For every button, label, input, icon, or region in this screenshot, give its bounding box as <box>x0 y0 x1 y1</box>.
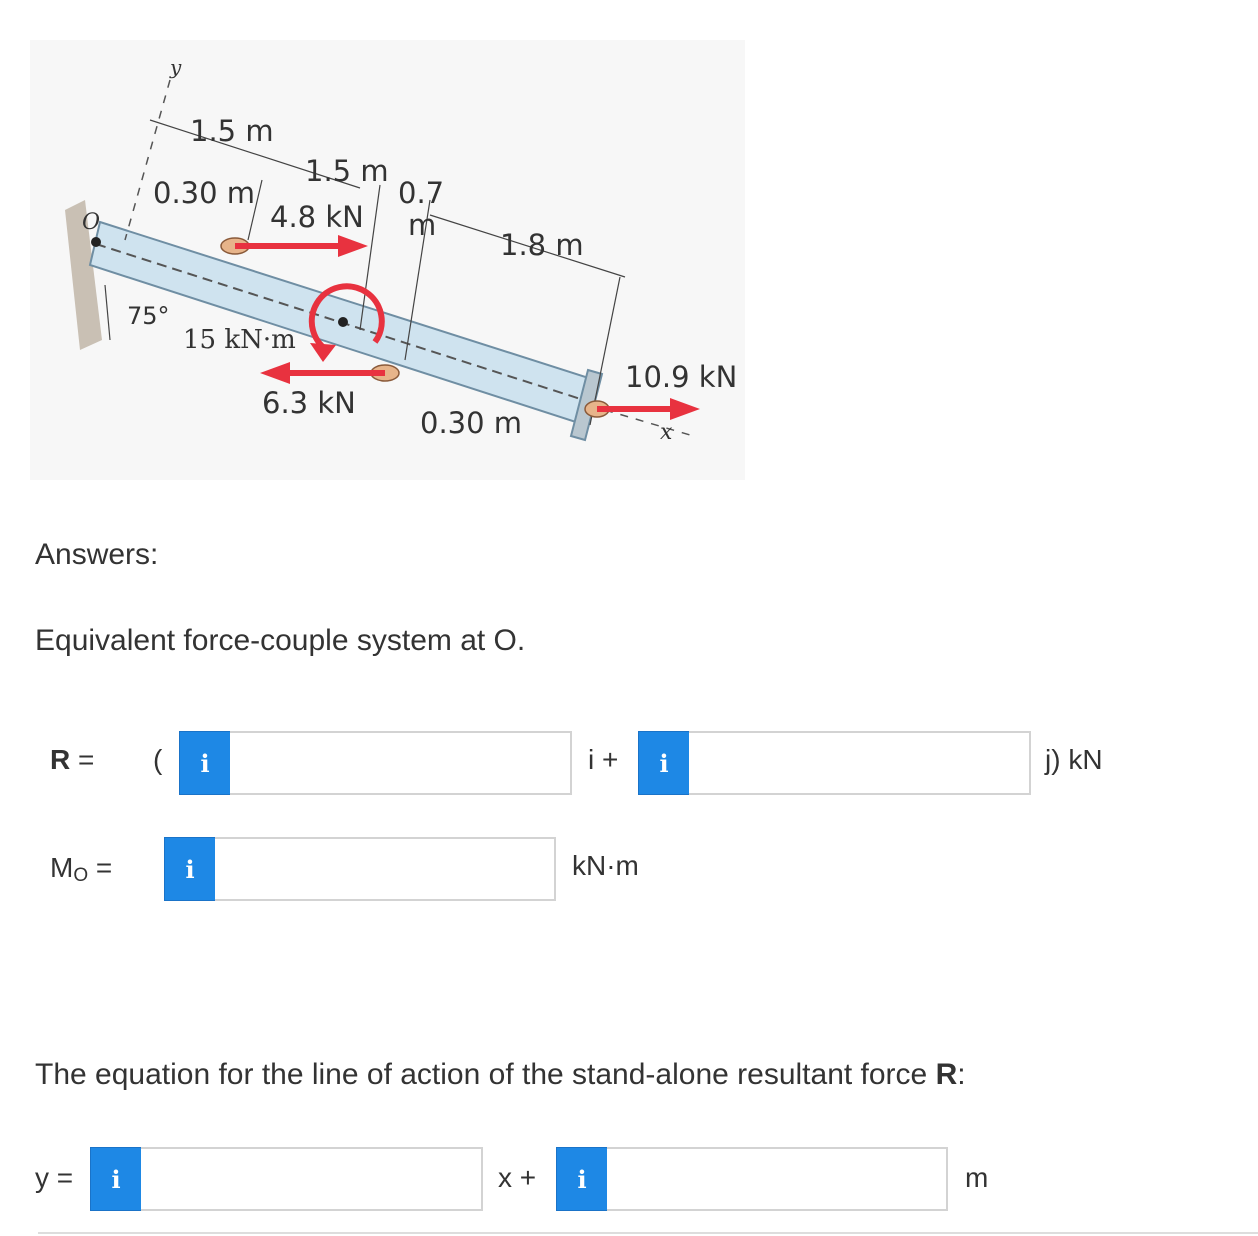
bottom-divider <box>38 1232 1258 1234</box>
mo-unit-label: kN·m <box>572 850 639 881</box>
dim-0-7-value: 0.7 <box>398 176 445 210</box>
force-10-9-label: 10.9 kN <box>625 360 738 394</box>
x-plus-label: x + <box>498 1162 537 1193</box>
info-icon[interactable]: i <box>90 1147 142 1211</box>
couple-center-point <box>338 317 348 327</box>
section1-heading: Equivalent force-couple system at O. <box>35 624 526 657</box>
force-6-3-label: 6.3 kN <box>262 386 356 420</box>
dim-1-8: 1.8 m <box>500 228 584 262</box>
rx-input[interactable] <box>230 731 572 795</box>
r-symbol: R <box>50 744 71 775</box>
r-label <box>50 744 94 776</box>
info-icon[interactable]: i <box>556 1147 608 1211</box>
r-equals: = <box>78 744 95 775</box>
intercept-input[interactable] <box>607 1147 948 1211</box>
mo-input[interactable] <box>215 837 556 901</box>
ry-input[interactable] <box>689 731 1031 795</box>
dim-0-7-unit: m <box>408 208 437 242</box>
mo-label <box>50 852 112 884</box>
open-paren: ( <box>153 744 163 775</box>
section2-heading-text: The equation for the line of action of the stand-alone resultant force <box>35 1058 936 1091</box>
couple-label: 15 kN·m <box>183 325 296 355</box>
dim-0-30-top: 0.30 m <box>153 176 256 210</box>
i-plus-label: i + <box>588 744 619 775</box>
info-icon[interactable]: i <box>179 731 231 795</box>
mo-symbol: M <box>50 852 74 883</box>
line-unit-label: m <box>965 1162 989 1193</box>
force-4-8-label: 4.8 kN <box>270 200 364 234</box>
beam-diagram <box>30 40 745 480</box>
mo-subscript: O <box>73 865 89 886</box>
j-kn-label: j) kN <box>1045 744 1103 775</box>
dim-1-5-first: 1.5 m <box>190 114 274 148</box>
info-icon[interactable]: i <box>164 837 216 901</box>
info-icon[interactable]: i <box>638 731 690 795</box>
origin-label: O <box>82 210 101 235</box>
section2-heading <box>35 1058 966 1092</box>
answers-heading: Answers: <box>35 538 159 571</box>
dim-0-30-bottom: 0.30 m <box>420 406 523 440</box>
x-axis-label: x <box>660 420 673 445</box>
slope-input[interactable] <box>141 1147 483 1211</box>
mo-equals: = <box>95 852 113 883</box>
dim-1-5-second: 1.5 m <box>305 154 389 188</box>
section2-heading-suffix: : <box>957 1058 966 1091</box>
angle-label: 75° <box>127 302 170 330</box>
section2-heading-bold: R <box>935 1058 958 1091</box>
y-equals-label: y = <box>35 1162 74 1193</box>
problem-figure <box>30 40 745 480</box>
origin-point <box>91 237 101 247</box>
y-axis-label: y <box>170 55 182 79</box>
